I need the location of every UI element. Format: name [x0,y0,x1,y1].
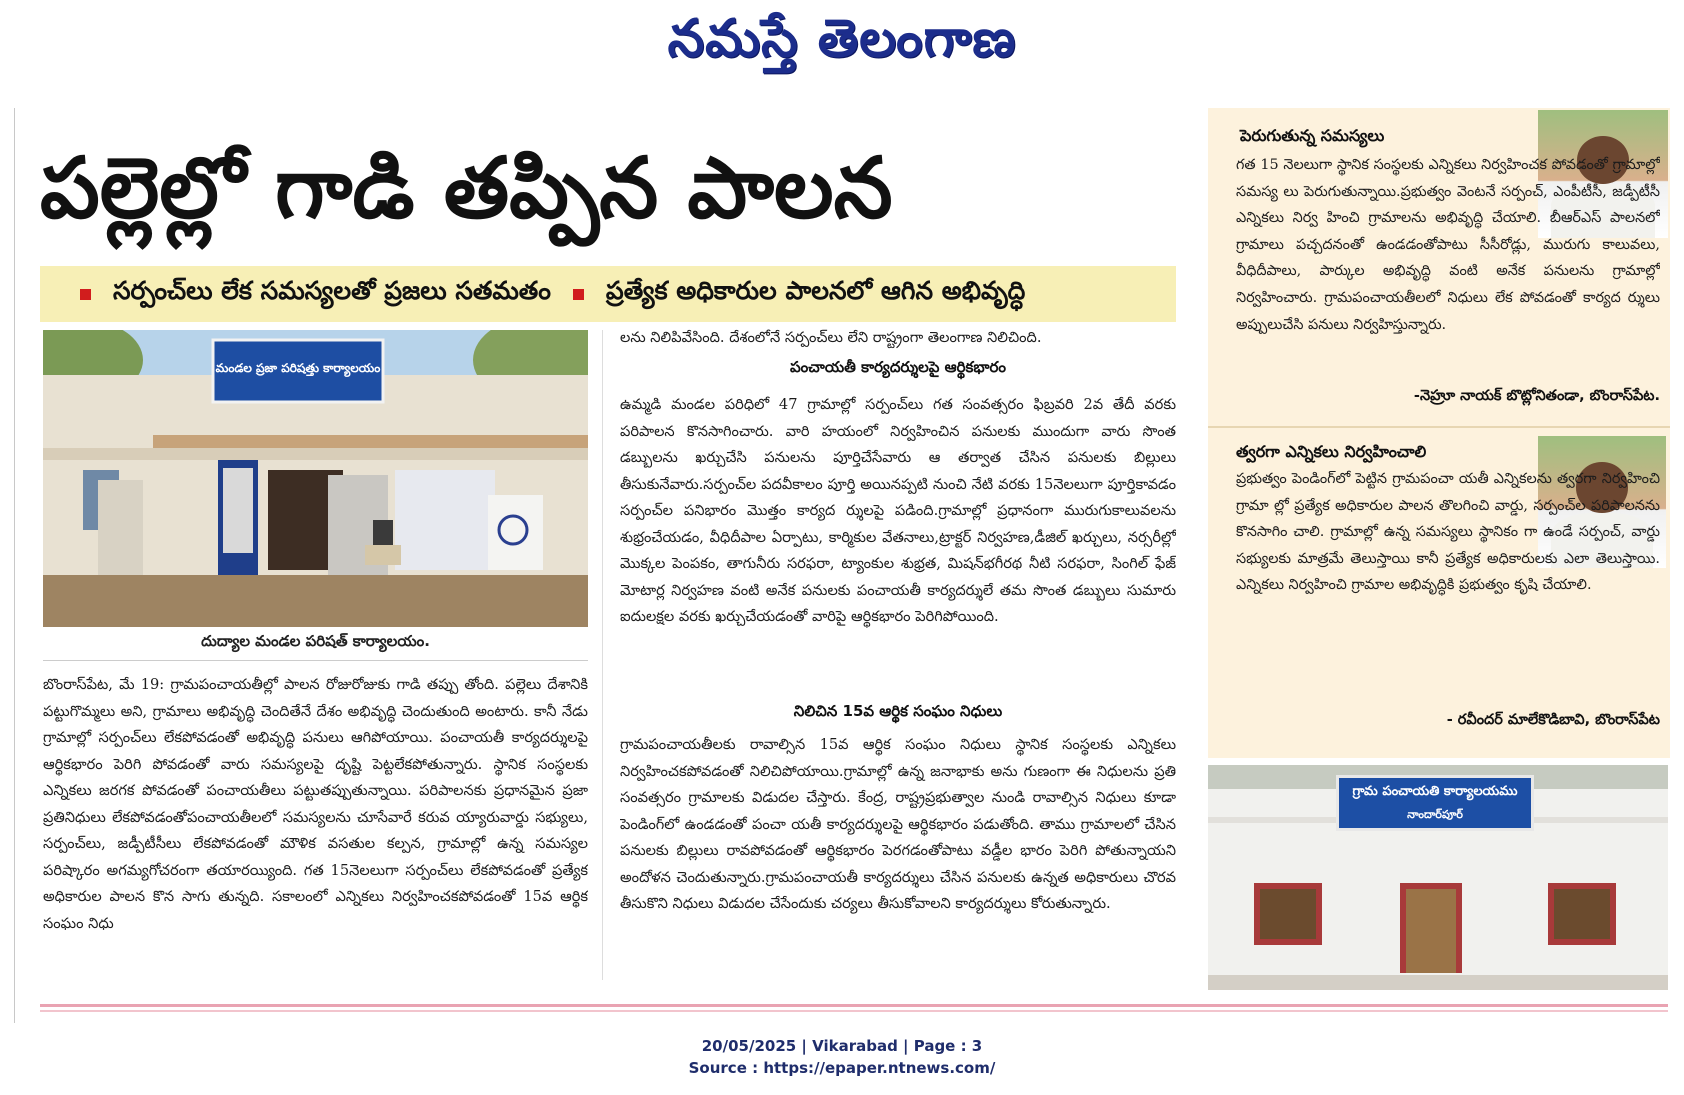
panchayat-name-board [1336,775,1534,831]
article-section-1 [620,392,1176,710]
footer-rule-thin [40,1010,1668,1012]
article-headline: పల్లెల్లో గాడి తప్పిన పాలన [40,139,893,237]
footer-rule [40,1004,1668,1007]
sidebar-box2-text: ప్రభుత్వం పెండింగ్‌లో పెట్టిన గ్రామపంచా యతీ ఎన్నికలను త్వరగా నిర్వహించి గ్రామా ల్లో ప్రత్యేక అధికారుల పాలన తొలగించి వార్డు, సర్పంచ్‌ల పరిపాలనను కొనసాగిం చాలి. గ్రామాల్లో ఉన్న సమస్యలు స్థానికం గా ఉండే సర్పంచ్, వార్డు సభ్యులకు మాత్రమే తెలుస్తాయి కానీ ప్రత్యేక అధికారులకు ఎలా తెలుస్తాయి. ఎన్నికలు నిర్వహించి గ్రామాల అభివృద్ధికి ప్రభుత్వం కృషి చేయాలి. [1236,471,1660,594]
sidebar-box1-title: పెరుగుతున్న సమస్యలు [1240,126,1385,145]
article-section-2 [620,732,1176,982]
sidebar-box2-title: త్వరగా ఎన్నికలు నిర్వహించాలి [1236,442,1427,461]
article-column-1 [43,672,588,982]
subheadline-2: ప్రత్యేక అధికారుల పాలనలో ఆగిన అభివృద్ధి [605,276,1026,305]
panchayat-office-photo [1208,765,1668,990]
article-paragraph: ఉమ్మడి మండల పరిధిలో 47 గ్రామాల్లో సర్పంచ్‌లు గత సంవత్సరం ఫిబ్రవరి 2వ తేదీ వరకు పరిపాలన కొనసాగించారు. వారి హయంలో నిర్వహించిన పనులకు ముందుగా వారు సొంత డబ్బులను ఖర్చుచేసి పనులను పూర్తిచేసేవారు ఆ తర్వాత చేసిన పనులకు బిల్లులు తీసుకునేవారు.సర్పంచ్‌ల పదవీకాలం పూర్తి అయినప్పటి నుంచి నేటి వరకు 15నెలలుగా పూర్తికావడం సర్పంచ్‌ల పనిభారం మొత్తం కార్యద ర్శులపై పడింది.గ్రామాల్లో ప్రధానంగా మురుగుకాలువలను శుభ్రంచేయడం, వీధిదీపాల ఏర్పాటు, కార్మికుల వేతనాలు,ట్రాక్టర్ నిర్వహణ,డీజిల్ ఖర్చులు, నర్సరీల్లో మొక్కల పెంపకం, తాగునీరు సరఫరా, ట్యాంకుల శుభ్రత, మిషన్‌భగీరథ నీటి సరఫరా, సింగిల్ ఫేజ్ మోటార్ల నిర్వహణ వంటి అనేక పనులకు పంచాయతీ కార్యదర్శులే తమ సొంత డబ్బులు సుమారు ఐదులక్షల వరకు ఖర్చుచేయడంతో వారిపై ఆర్థికభారం పెరిగిపోయింది. [620,396,1176,625]
newspaper-masthead: నమస్తే తెలంగాణ [667,8,1017,69]
red-bullet-icon [80,289,91,300]
article-paragraph: బొంరాస్‌పేట, మే 19: గ్రామపంచాయతీల్లో పాలన రోజురోజుకు గాడి తప్పు తోంది. పల్లెలు దేశానికి పట్టుగొమ్మలు అని, గ్రామాలు అభివృద్ధి చెందితేనే దేశం అభివృద్ధి చెందుతుంది అంటారు. కానీ నేడు గ్రామాల్లో సర్పంచ్‌లు లేకపోవడంతో అభివృద్ధి పనులు ఆగిపోయాయి. పంచాయతీ కార్యదర్శులపై ఆర్థికభారం పెరిగి పోవడంతో వారు సమస్యలపై దృష్టి పెట్టలేకపోతున్నారు. స్థానిక సంస్థలకు ఎన్నికలు జరగక పోవడంతో పంచాయతీలు పట్టుతప్పుతున్నాయి. పరిపాలనకు ప్రధానమైన ప్రజా ప్రతినిధులు లేకపోవడంతోపంచాయతీలలో సమస్యలను చూసేవారే కరువ య్యారువార్డు సభ్యులు, సర్పంచ్‌లు, జడ్పీటీసీలు లేకపోవడంతో మౌళిక వసతుల కల్పన, గ్రామాల్లో ఉన్న సమస్యల పరిష్కారం అగమ్యగోచరంగా తయారయ్యింది. గత 15నెలలుగా సర్పంచ్‌లు లేకపోవడంతో ప్రత్యేక అధికారుల పాలన కొన సాగు తున్నది. సకాలంలో ఎన్నికలు నిర్వహించకపోవడంతో 15వ ఆర్థిక సంఘం నిధు [43,676,588,932]
red-bullet-icon [573,289,584,300]
photo-caption: దుద్యాల మండల పరిషత్ కార్యాలయం. [43,632,588,661]
footer-info [0,1035,1684,1079]
board-subtitle: నాందార్‌పూర్ [1407,808,1463,821]
opinion-sidebar [1208,108,1670,758]
sidebar-box1-text: గత 15 నెలలుగా స్థానిక సంస్థలకు ఎన్నికలు నిర్వహించక పోవడంతో గ్రామాల్లో సమస్య లు పెరుగుతున్నాయి.ప్రభుత్వం వెంటనే సర్పంచ్, ఎంపీటీసీ, జడ్పీటీసీ ఎన్నికలు నిర్వ హించి గ్రామాలను అభివృద్ధి చేయాలి. బీఆర్ఎస్ పాలనలో గ్రామాలు పచ్చదనంతో ఉండడంతోపాటు సీసీరోడ్లు, మురుగు కాలువలు, వీధిదీపాలు, పార్కుల అభివృద్ధి వంటి అనేక పనులను గ్రామాల్లో నిర్వహించారు. గ్రామపంచాయతీలలో నిధులు లేక పోవడంతో కార్యద ర్శులు అప్పులుచేసి పనులు నిర్వహిస్తున్నారు. [1236,157,1660,333]
sidebar-separator [1208,426,1670,428]
edition-info: 20/05/2025 | Vikarabad | Page : 3 [701,1037,983,1055]
mandal-office-photo [43,330,588,627]
article-column-2-intro [620,325,1176,355]
article-paragraph: లను నిలిపివేసింది. దేశంలోనే సర్పంచ్‌లు లేని రాష్ట్రంగా తెలంగాణ నిలిచింది. [620,329,1042,346]
sidebar-box2-signature: - రవీందర్ మాలేకొడిబావి, బొంరాస్‌పేట [1446,712,1660,728]
office-name-board: మండల ప్రజా పరిషత్తు కార్యాలయం [215,361,381,375]
section-heading-2: నిలిచిన 15వ ఆర్థిక సంఘం నిధులు [793,702,1003,720]
left-margin-rule [14,108,15,1023]
sidebar-box1-signature: -నెహ్రూ నాయక్ బొట్లోనితండా, బొంరాస్‌పేట. [1413,388,1660,404]
column-divider [602,330,603,980]
subheadline-bar [40,266,1176,322]
board-title: గ్రామ పంచాయతి కార్యాలయము [1352,784,1518,799]
article-paragraph: గ్రామపంచాయతీలకు రావాల్సిన 15వ ఆర్థిక సంఘం నిధులు స్థానిక సంస్థలకు ఎన్నికలు నిర్వహించకపోవడంతో నిలిచిపోయాయి.గ్రామాల్లో ఉన్న జనాభాకు అను గుణంగా ఈ నిధులను ప్రతి సంవత్సరం గ్రామాలకు విడుదల చేస్తారు. కేంద్ర, రాష్ట్రప్రభుత్వాల నుండి రావాల్సిన నిధులు కూడా పెండింగ్‌లో ఉండడంతో పంచా యతీ కార్యదర్శులపై ఆర్థికభారం పడుతోంది. తాము గ్రామాలలో చేసిన పనులకు బిల్లులు రావపోవడంతో ఆర్థికభారం పెరగడంతోపాటు వడ్డీల భారం పెరిగి పోతున్నాయని అందోళన చెందుతున్నారు.గ్రామపంచాయతీ కార్యదర్శులు చేసిన పనులకు ఉన్నత అధికారులు చొరవ తీసుకొని నిధులు విడుదల చేసేందుకు చర్యలు తీసుకోవాలని కార్యదర్శులు కోరుతున్నారు. [620,736,1176,912]
source-link[interactable]: Source : https://epaper.ntnews.com/ [688,1059,996,1077]
section-heading-1: పంచాయతీ కార్యదర్శులపై ఆర్థికభారం [790,358,1006,376]
subheadline-1: సర్పంచ్‌లు లేక సమస్యలతో ప్రజలు సతమతం [113,276,551,305]
